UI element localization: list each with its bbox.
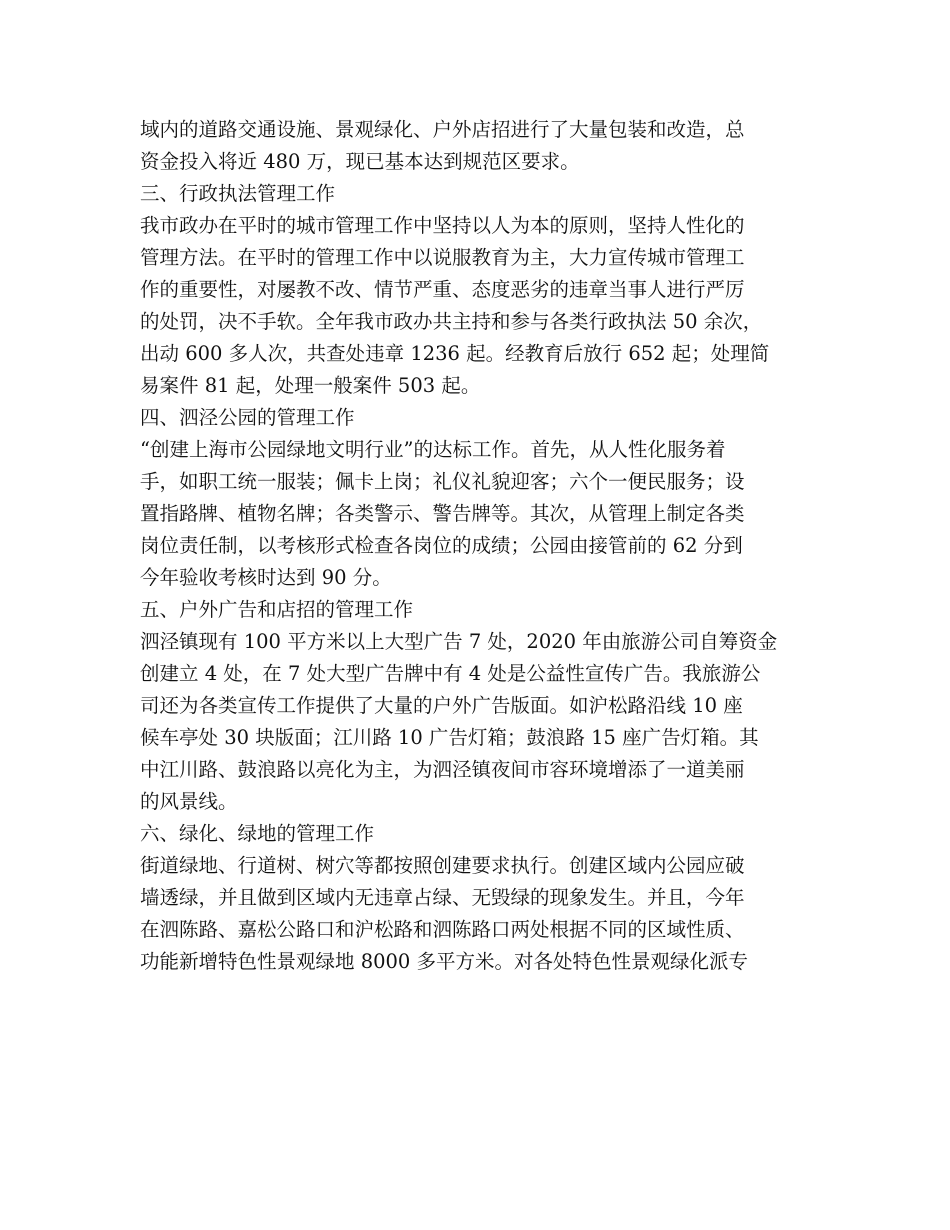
section-heading-6: 六、绿化、绿地的管理工作 (140, 822, 375, 845)
paragraph-line: 出动 600 多人次，共查处违章 1236 起。经教育后放行 652 起；处理简 (140, 342, 770, 365)
paragraph-line: 的处罚，决不手软。全年我市政办共主持和参与各类行政执法 50 余次， (140, 310, 763, 333)
paragraph-line: 泗泾镇现有 100 平方米以上大型广告 7 处，2020 年由旅游公司自筹资金 (140, 630, 778, 653)
paragraph-line: 候车亭处 30 块版面；江川路 10 广告灯箱；鼓浪路 15 座广告灯箱。其 (140, 726, 759, 749)
paragraph-line: 域内的道路交通设施、景观绿化、户外店招进行了大量包装和改造，总 (140, 118, 745, 141)
paragraph-line: 司还为各类宣传工作提供了大量的户外广告版面。如沪松路沿线 10 座 (140, 694, 743, 717)
paragraph-line: 中江川路、鼓浪路以亮化为主，为泗泾镇夜间市容环境增添了一道美丽 (140, 758, 745, 781)
paragraph-line: 易案件 81 起，处理一般案件 503 起。 (140, 374, 481, 397)
paragraph-line: 在泗陈路、嘉松公路口和沪松路和泗陈路口两处根据不同的区域性质、 (140, 918, 745, 941)
section-heading-5: 五、户外广告和店招的管理工作 (140, 598, 414, 621)
paragraph-line: 作的重要性，对屡教不改、情节严重、态度恶劣的违章当事人进行严厉 (140, 278, 745, 301)
paragraph-line: 创建立 4 处，在 7 处大型广告牌中有 4 处是公益性宣传广告。我旅游公 (140, 662, 761, 685)
section-heading-4: 四、泗泾公园的管理工作 (140, 406, 355, 429)
paragraph-line: 今年验收考核时达到 90 分。 (140, 566, 392, 589)
section-heading-3: 三、行政执法管理工作 (140, 182, 336, 205)
paragraph-line: “创建上海市公园绿地文明行业”的达标工作。首先，从人性化服务着 (140, 438, 726, 461)
paragraph-line: 街道绿地、行道树、树穴等都按照创建要求执行。创建区域内公园应破 (140, 854, 745, 877)
paragraph-line: 手，如职工统一服装；佩卡上岗；礼仪礼貌迎客；六个一便民服务；设 (140, 470, 745, 493)
paragraph-line: 功能新增特色性景观绿地 8000 多平方米。对各处特色性景观绿化派专 (140, 950, 749, 973)
document-body (140, 114, 820, 978)
paragraph-line: 置指路牌、植物名牌；各类警示、警告牌等。其次，从管理上制定各类 (140, 502, 745, 525)
paragraph-line: 墙透绿，并且做到区域内无违章占绿、无毁绿的现象发生。并且，今年 (140, 886, 745, 909)
paragraph-line: 的风景线。 (140, 790, 238, 813)
paragraph-line: 资金投入将近 480 万，现已基本达到规范区要求。 (140, 150, 580, 173)
paragraph-line: 岗位责任制，以考核形式检查各岗位的成绩；公园由接管前的 62 分到 (140, 534, 743, 557)
paragraph-line: 管理方法。在平时的管理工作中以说服教育为主，大力宣传城市管理工 (140, 246, 745, 269)
paragraph-line: 我市政办在平时的城市管理工作中坚持以人为本的原则，坚持人性化的 (140, 214, 745, 237)
